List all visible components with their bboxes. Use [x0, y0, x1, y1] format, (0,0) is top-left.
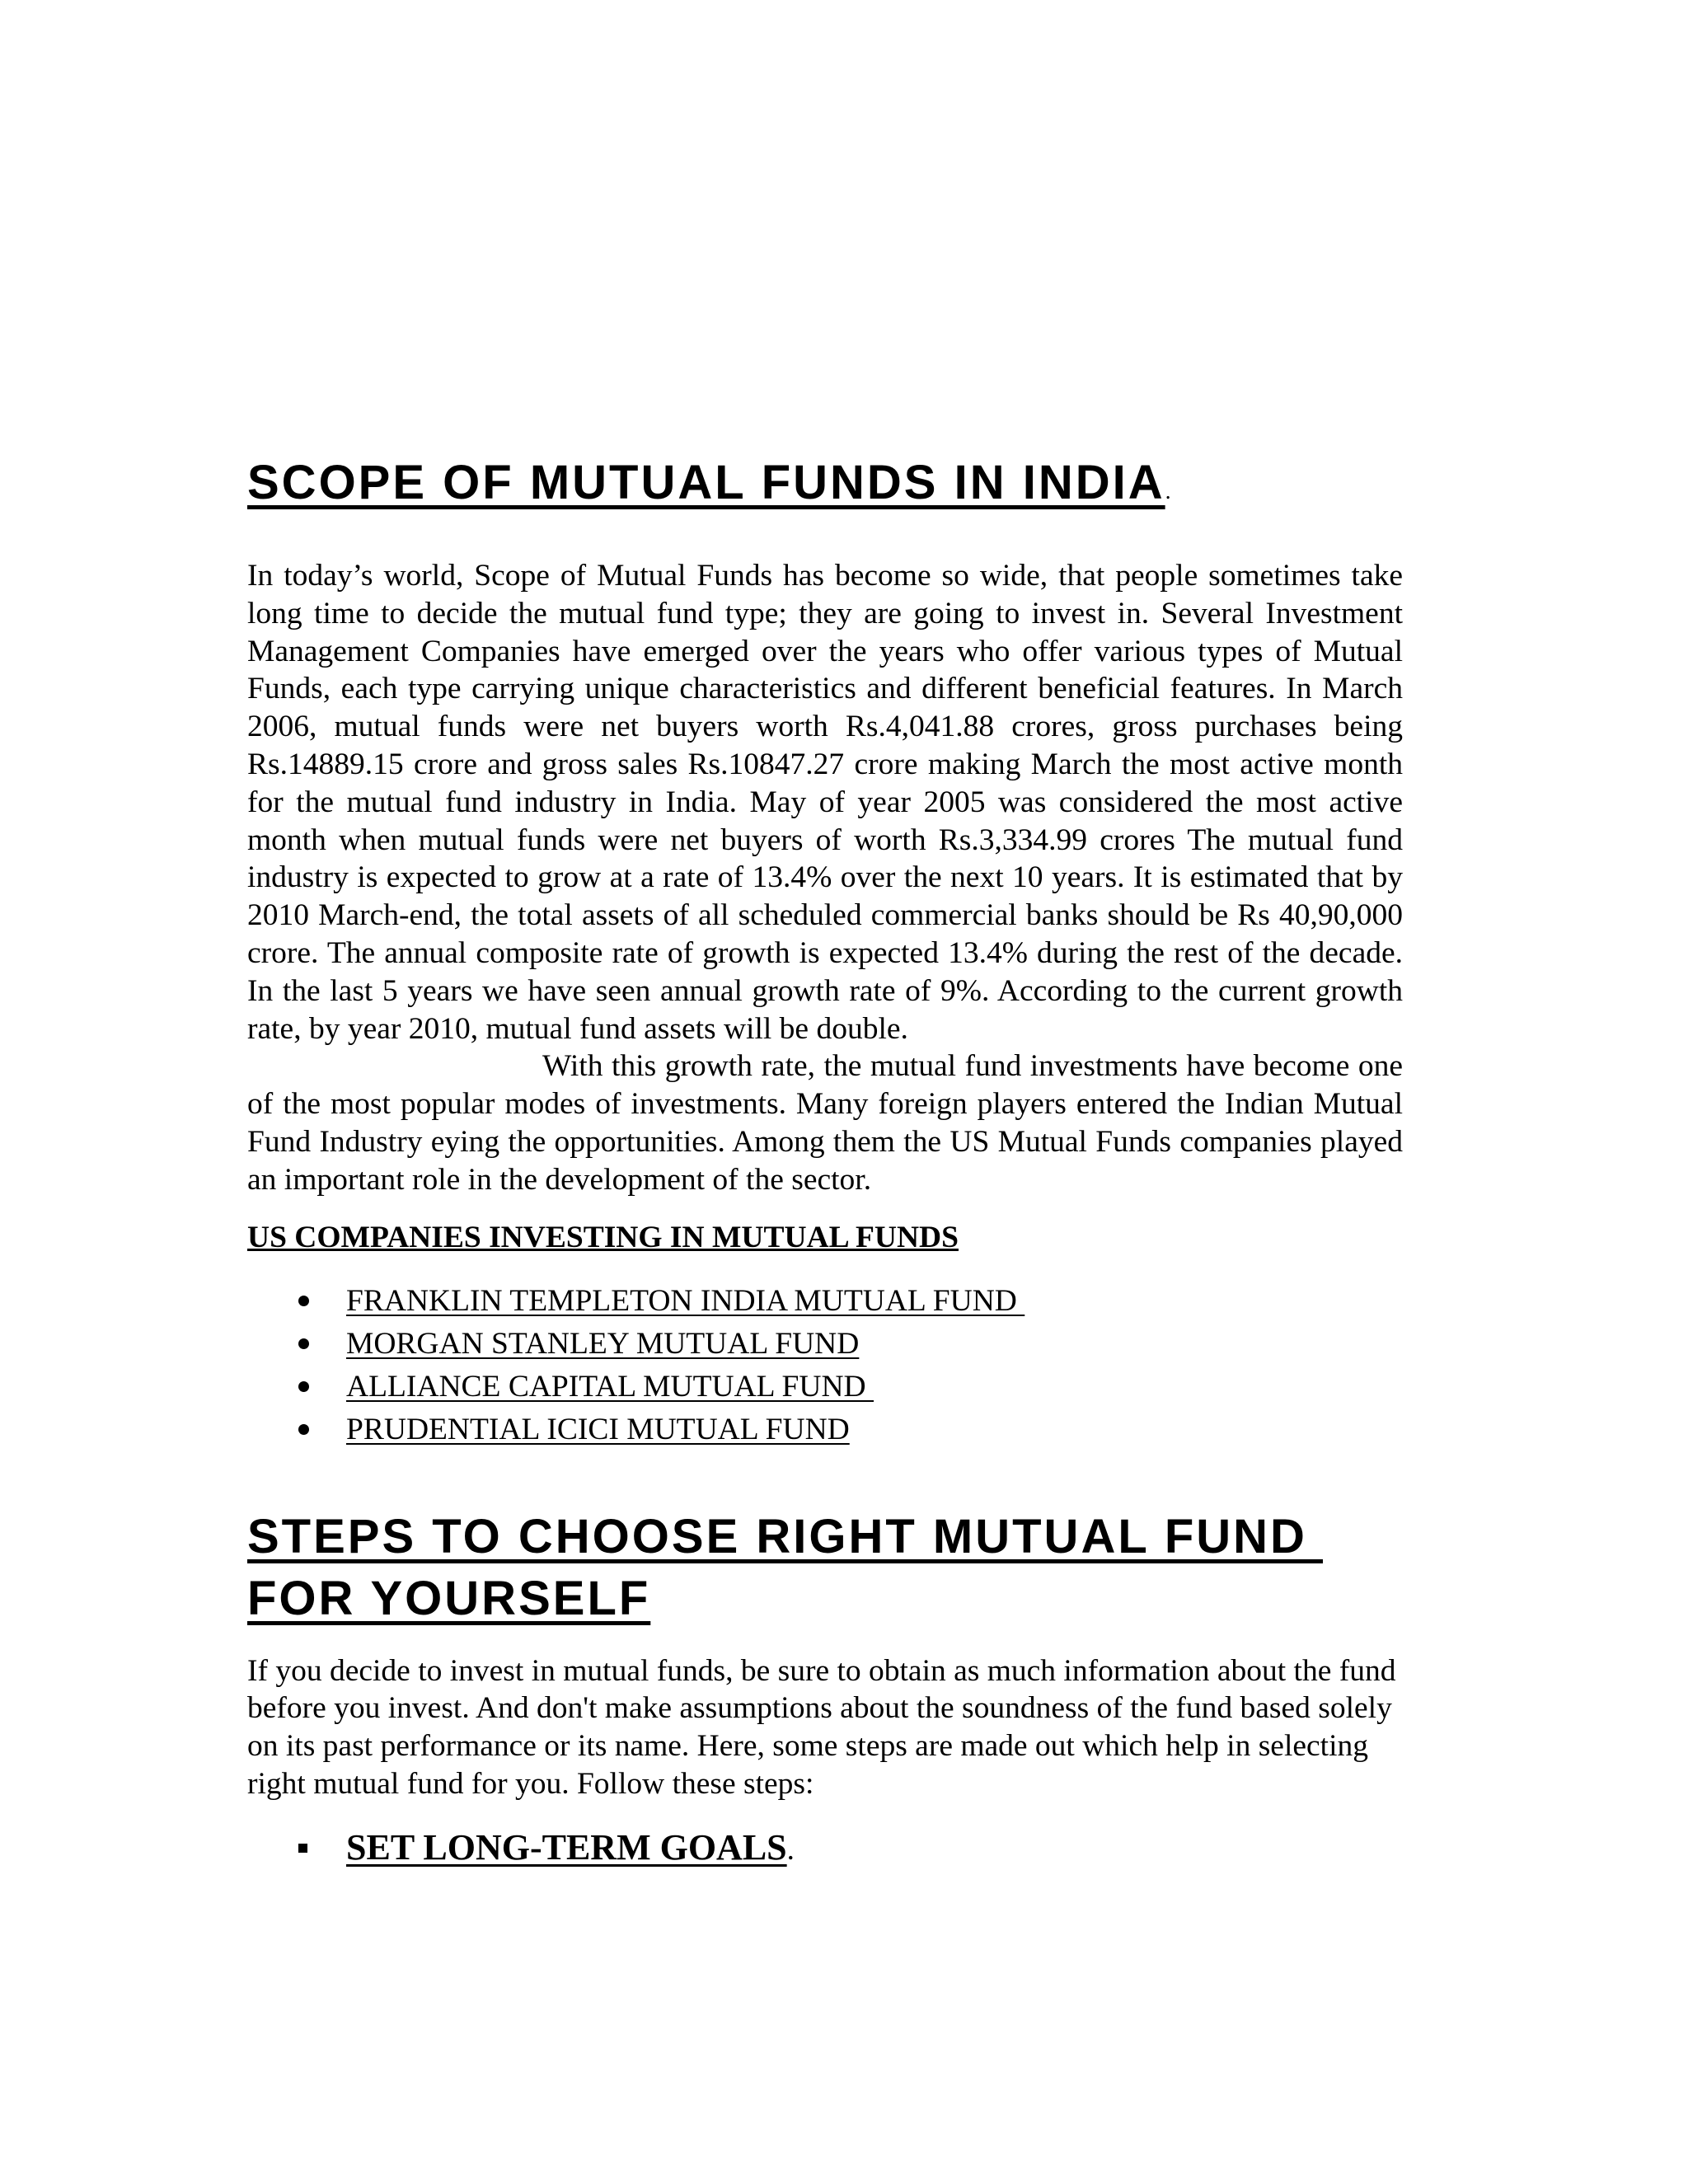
us-companies-subheading: US COMPANIES INVESTING IN MUTUAL FUNDS	[247, 1220, 959, 1254]
bullet-square-icon	[298, 1844, 307, 1853]
bullet-dot-icon	[298, 1381, 309, 1392]
company-name: MORGAN STANLEY MUTUAL FUND	[346, 1326, 860, 1361]
list-item	[247, 1408, 1403, 1451]
company-name: PRUDENTIAL ICICI MUTUAL FUND	[346, 1412, 850, 1446]
bullet-dot-icon	[298, 1338, 309, 1349]
step-label: SET LONG-TERM GOALS	[346, 1826, 787, 1868]
list-item	[247, 1825, 1403, 1873]
section-title-period: .	[1165, 479, 1171, 504]
us-companies-list	[247, 1280, 1403, 1451]
section-title-scope	[247, 452, 1403, 523]
list-item	[247, 1366, 1403, 1408]
step-label-period: .	[786, 1832, 795, 1867]
section-title-text: SCOPE OF MUTUAL FUNDS IN INDIA	[247, 456, 1165, 509]
section-title-line2: FOR YOURSELF	[247, 1571, 651, 1625]
company-name: ALLIANCE CAPITAL MUTUAL FUND	[346, 1369, 874, 1404]
list-item	[247, 1323, 1403, 1366]
company-name: FRANKLIN TEMPLETON INDIA MUTUAL FUND	[346, 1283, 1025, 1318]
scope-paragraph: In today’s world, Scope of Mutual Funds has become so wide, that people sometimes take long time to decide the mutual fund type; they are going to invest in. Several Investment Management Companies have emerged over the years who offer various types of Mutual Funds, each type carrying unique characteristics and different beneficial features. In March 2006, mutual funds were net buyers worth Rs.4,041.88 crores, gross purchases being Rs.14889.15 crore and gross sales Rs.10847.27 crore making March the most active month for the mutual fund industry in India. May of year 2005 was considered the most active month when mutual funds were net buyers of worth Rs.3,334.99 crores The mutual fund industry is expected to grow at a rate of 13.4% over the next 10 years. It is estimated that by 2010 March-end, the total assets of all scheduled commercial banks should be Rs 40,90,000 crore. The annual composite rate of growth is expected 13.4% during the rest of the decade. In the last 5 years we have seen annual growth rate of 9%. According to the current growth rate, by year 2010, mutual fund assets will be double.	[247, 559, 1403, 1046]
page-content	[247, 452, 1403, 1873]
growth-paragraph: With this growth rate, the mutual fund investments have become one of the most popular modes of investments. Many foreign players entered the Indian Mutual Fund Industry eying the opportunities. Among them the US Mutual Funds companies played an important role in the development of the sector.	[247, 1049, 1403, 1197]
section-title-line1: STEPS TO CHOOSE RIGHT MUTUAL FUND	[247, 1509, 1324, 1563]
list-item	[247, 1280, 1403, 1323]
steps-intro-paragraph: If you decide to invest in mutual funds, be sure to obtain as much information about the fund before you invest. And don't make assumptions about the soundness of the fund based solely on its past performance or its name. Here, some steps are made out which help in selecting right mutual fund for you. Follow these steps:	[247, 1653, 1396, 1801]
steps-list	[247, 1825, 1403, 1873]
section-title-steps	[247, 1506, 1403, 1629]
bullet-dot-icon	[298, 1296, 309, 1306]
bullet-dot-icon	[298, 1424, 309, 1435]
